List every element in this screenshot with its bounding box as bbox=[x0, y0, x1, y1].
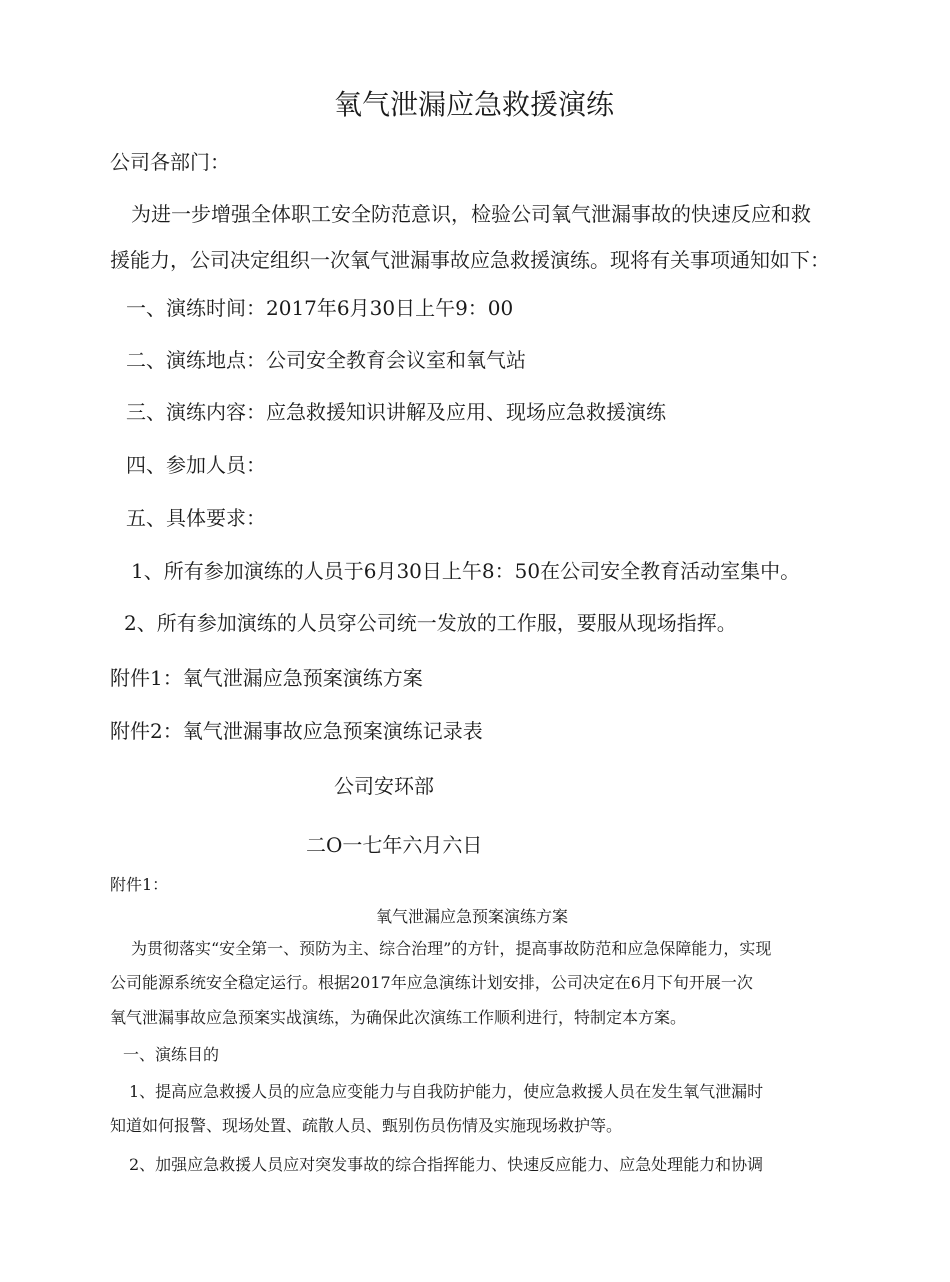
item-time: 一、演练时间：2017年6月30日上午9：00 bbox=[126, 296, 514, 320]
attachment-1: 附件1：氧气泄漏应急预案演练方案 bbox=[110, 666, 423, 690]
requirement-2: 2、所有参加演练的人员穿公司统一发放的工作服，要服从现场指挥。 bbox=[124, 611, 737, 635]
item-requirements: 五、具体要求： bbox=[126, 506, 266, 530]
annex-paragraph-line-3: 氧气泄漏事故应急预案实战演练，为确保此次演练工作顺利进行，特制定本方案。 bbox=[110, 1008, 687, 1027]
salutation: 公司各部门： bbox=[110, 150, 230, 174]
intro-paragraph-line-2: 援能力，公司决定组织一次氧气泄漏事故应急救援演练。现将有关事项通知如下： bbox=[110, 248, 830, 272]
annex-title: 氧气泄漏应急预案演练方案 bbox=[376, 907, 569, 926]
requirement-1: 1、所有参加演练的人员于6月30日上午8：50在公司安全教育活动室集中。 bbox=[131, 559, 801, 583]
item-content: 三、演练内容：应急救援知识讲解及应用、现场应急救援演练 bbox=[126, 400, 666, 424]
item-participants: 四、参加人员： bbox=[126, 453, 266, 477]
issue-date: 二O一七年六月六日 bbox=[306, 833, 483, 857]
attachment-2: 附件2：氧气泄漏事故应急预案演练记录表 bbox=[110, 719, 483, 743]
item-location: 二、演练地点：公司安全教育会议室和氧气站 bbox=[126, 348, 526, 372]
goal-2-line-1: 2、加强应急救援人员应对突发事故的综合指挥能力、快速反应能力、应急处理能力和协调 bbox=[129, 1155, 764, 1174]
annex-paragraph-line-1: 为贯彻落实“安全第一、预防为主、综合治理”的方针，提高事故防范和应急保障能力，实现 bbox=[131, 939, 772, 958]
goal-1-line-1: 1、提高应急救援人员的应急应变能力与自我防护能力，使应急救援人员在发生氧气泄漏时 bbox=[129, 1082, 764, 1101]
annex-section-purpose: 一、演练目的 bbox=[123, 1045, 220, 1064]
intro-paragraph-line-1: 为进一步增强全体职工安全防范意识，检验公司氧气泄漏事故的快速反应和救 bbox=[131, 202, 811, 226]
goal-1-line-2: 知道如何报警、现场处置、疏散人员、甄别伤员伤情及实施现场救护等。 bbox=[110, 1116, 623, 1135]
annex-paragraph-line-2: 公司能源系统安全稳定运行。根据2017年应急演练计划安排，公司决定在6月下旬开展一次 bbox=[110, 973, 753, 992]
annex-label: 附件1： bbox=[110, 875, 169, 894]
notice-title: 氧气泄漏应急救援演练 bbox=[334, 88, 615, 121]
signer: 公司安环部 bbox=[334, 774, 434, 798]
